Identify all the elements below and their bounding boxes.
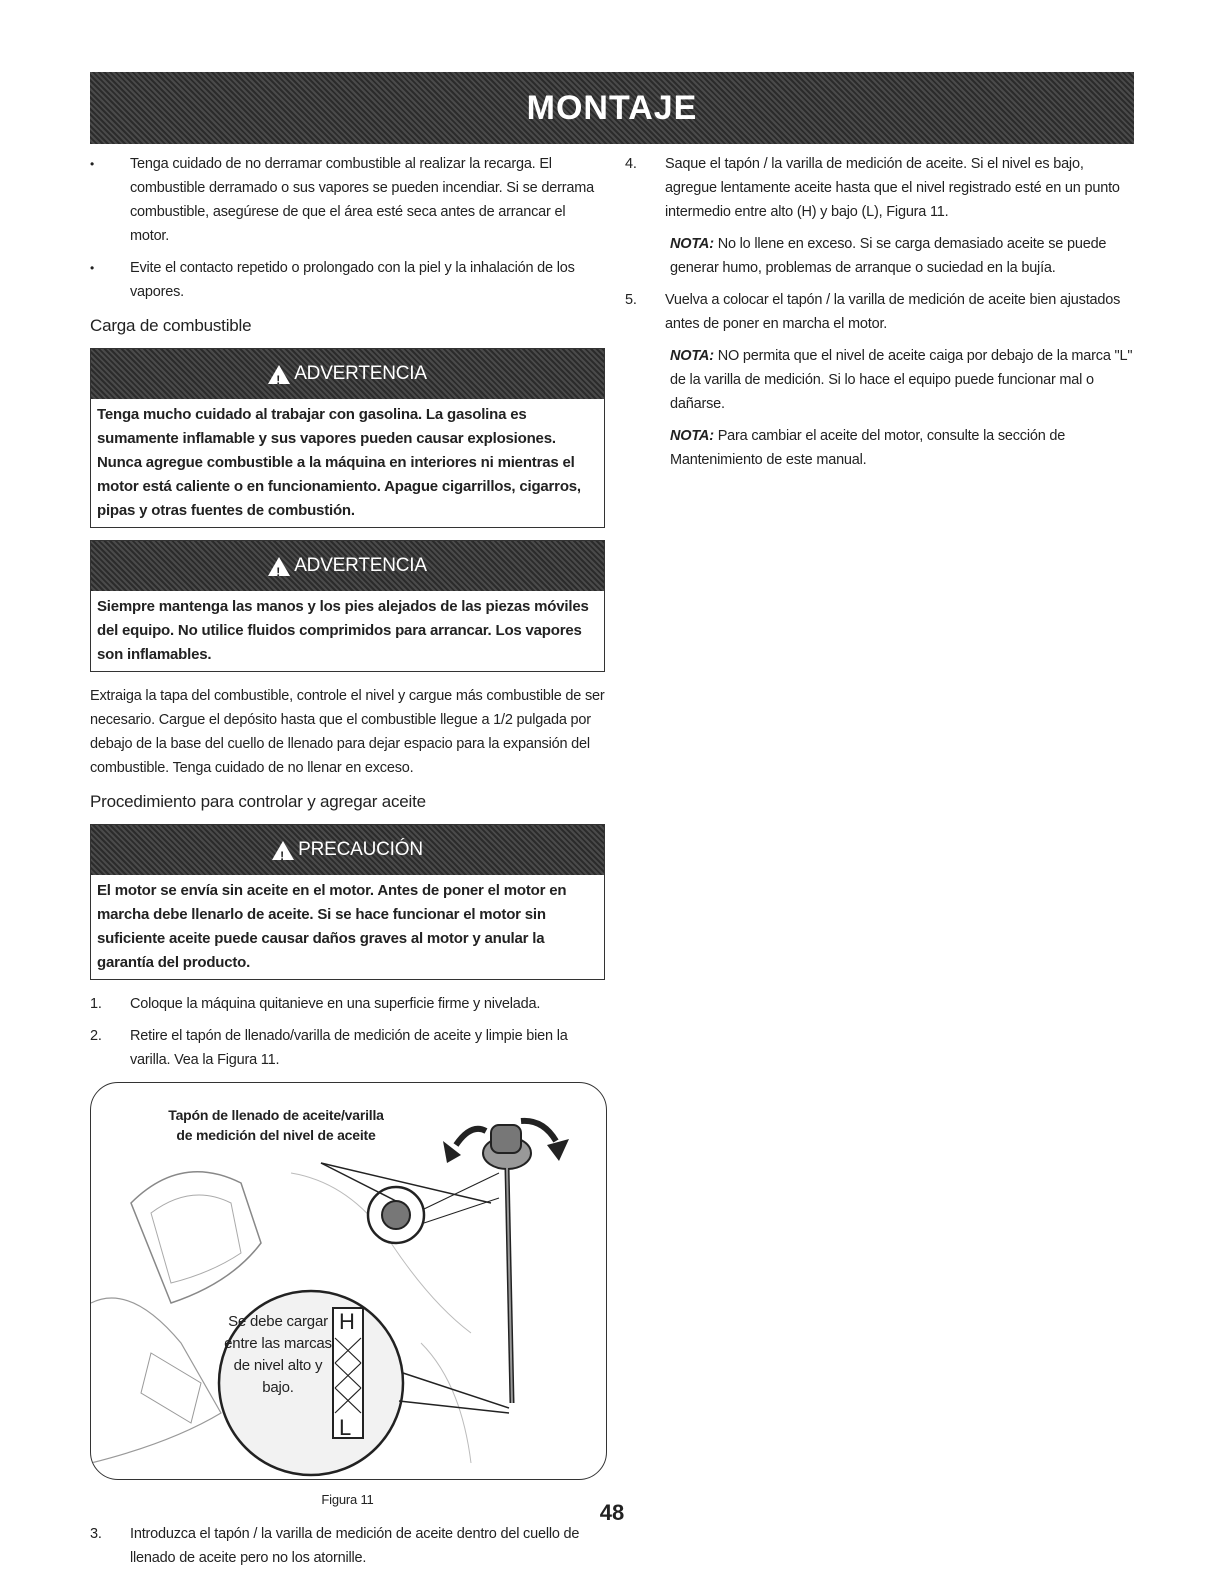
step-item <box>625 152 1135 224</box>
left-column <box>90 152 605 1578</box>
note-text: No lo llene en exceso. Si se carga demasiado aceite se puede generar humo, problemas de arranque o suciedad en la bujía. <box>670 236 1107 276</box>
caution-label: PRECAUCIÓN <box>298 839 423 860</box>
step-text: Introduzca el tapón / la varilla de medición de aceite dentro del cuello de llenado de aceite pero no los atornille. <box>130 1526 580 1566</box>
caution-triangle-icon <box>272 841 294 860</box>
fuel-paragraph: Extraiga la tapa del combustible, controle el nivel y cargue más combustible de ser necesario. Cargue el depósito hasta que el combustible llegue a 1/2 pulgada por debajo de la base del cuello de llenado para dejar espacio para la expansión del combustible. Tenga cuidado de no llenar en exceso. <box>90 688 605 776</box>
step-item <box>90 1024 605 1072</box>
note <box>625 232 1135 280</box>
note-label: NOTA: <box>670 236 714 252</box>
step-text: Coloque la máquina quitanieve en una superficie firme y nivelada. <box>130 996 541 1012</box>
step-number: 1. <box>90 996 102 1012</box>
warning-text: Tenga mucho cuidado al trabajar con gasolina. La gasolina es sumamente inflamable y sus vapores pueden causar explosiones. Nunca agregue combustible a la máquina en interiores ni mientras el motor está caliente o en funcionamiento. Apague cigarrillos, cigarros, pipas y otras fuentes de combustión. <box>97 406 581 519</box>
figure-bubble-text: Se debe cargar entre las marcas de nivel alto y bajo. <box>224 1313 332 1396</box>
step-text: Saque el tapón / la varilla de medición de aceite. Si el nivel es bajo, agregue lentamente aceite hasta que el nivel registrado esté en un punto intermedio entre alto (H) y bajo (L), Figura 11. <box>665 156 1120 220</box>
step-number: 3. <box>90 1526 102 1542</box>
section-banner <box>90 72 1134 144</box>
note <box>625 424 1135 472</box>
step-number: 4. <box>625 156 637 172</box>
step-item <box>90 992 605 1016</box>
figure-callout: Tapón de llenado de aceite/varilla de medición del nivel de aceite <box>168 1107 384 1143</box>
figure-dipstick <box>90 1082 607 1480</box>
warning-label: ADVERTENCIA <box>294 363 427 384</box>
warning-box <box>90 540 605 672</box>
step-text: Retire el tapón de llenado/varilla de medición de aceite y limpie bien la varilla. Vea la Figura 11. <box>130 1028 568 1068</box>
step-item <box>90 1522 605 1570</box>
note-text: NO permita que el nivel de aceite caiga por debajo de la marca "L" de la varilla de medición. Si lo hace el equipo puede funcionar mal o dañarse. <box>670 348 1133 412</box>
step-text: Vuelva a colocar el tapón / la varilla de medición de aceite bien ajustados antes de poner en marcha el motor. <box>665 292 1121 332</box>
warning-text: Siempre mantenga las manos y los pies alejados de las piezas móviles del equipo. No utilice fluidos comprimidos para arrancar. Los vapores son inflamables. <box>97 598 589 663</box>
note-text: Para cambiar el aceite del motor, consulte la sección de Mantenimiento de este manual. <box>670 428 1066 468</box>
warning-header <box>91 541 604 591</box>
figure-caption: Figura 11 <box>321 1492 374 1507</box>
right-column <box>625 152 1135 480</box>
mark-high-label: H <box>339 1309 355 1334</box>
note-label: NOTA: <box>670 348 714 364</box>
bullet-item: • Tenga cuidado de no derramar combustible al realizar la recarga. El combustible derramado o sus vapores se pueden incendiar. Si se derrama combustible, asegúrese de que el área esté seca antes de arrancar el motor. <box>90 152 605 248</box>
warning-triangle-icon <box>268 365 290 384</box>
page-number: 48 <box>599 1500 625 1525</box>
step-number: 2. <box>90 1028 102 1044</box>
section-heading-fuel: Carga de combustible <box>90 316 252 335</box>
warning-header <box>91 349 604 399</box>
caution-text: El motor se envía sin aceite en el motor. Antes de poner el motor en marcha debe llenarlo de aceite. Si se hace funcionar el motor sin suficiente aceite puede causar daños graves al motor y anular la garantía del producto. <box>97 882 567 971</box>
mark-low-label: L <box>339 1415 352 1440</box>
caution-header <box>91 825 604 875</box>
warning-box <box>90 348 605 528</box>
step-number: 5. <box>625 292 637 308</box>
caution-box <box>90 824 605 980</box>
note <box>625 344 1135 416</box>
step-item <box>625 288 1135 336</box>
warning-triangle-icon <box>268 557 290 576</box>
warning-label: ADVERTENCIA <box>294 555 427 576</box>
page-title: MONTAJE <box>526 88 698 127</box>
note-label: NOTA: <box>670 428 714 444</box>
section-heading-oil: Procedimiento para controlar y agregar aceite <box>90 792 426 811</box>
bullet-item: • Evite el contacto repetido o prolongado con la piel y la inhalación de los vapores. <box>90 256 605 304</box>
